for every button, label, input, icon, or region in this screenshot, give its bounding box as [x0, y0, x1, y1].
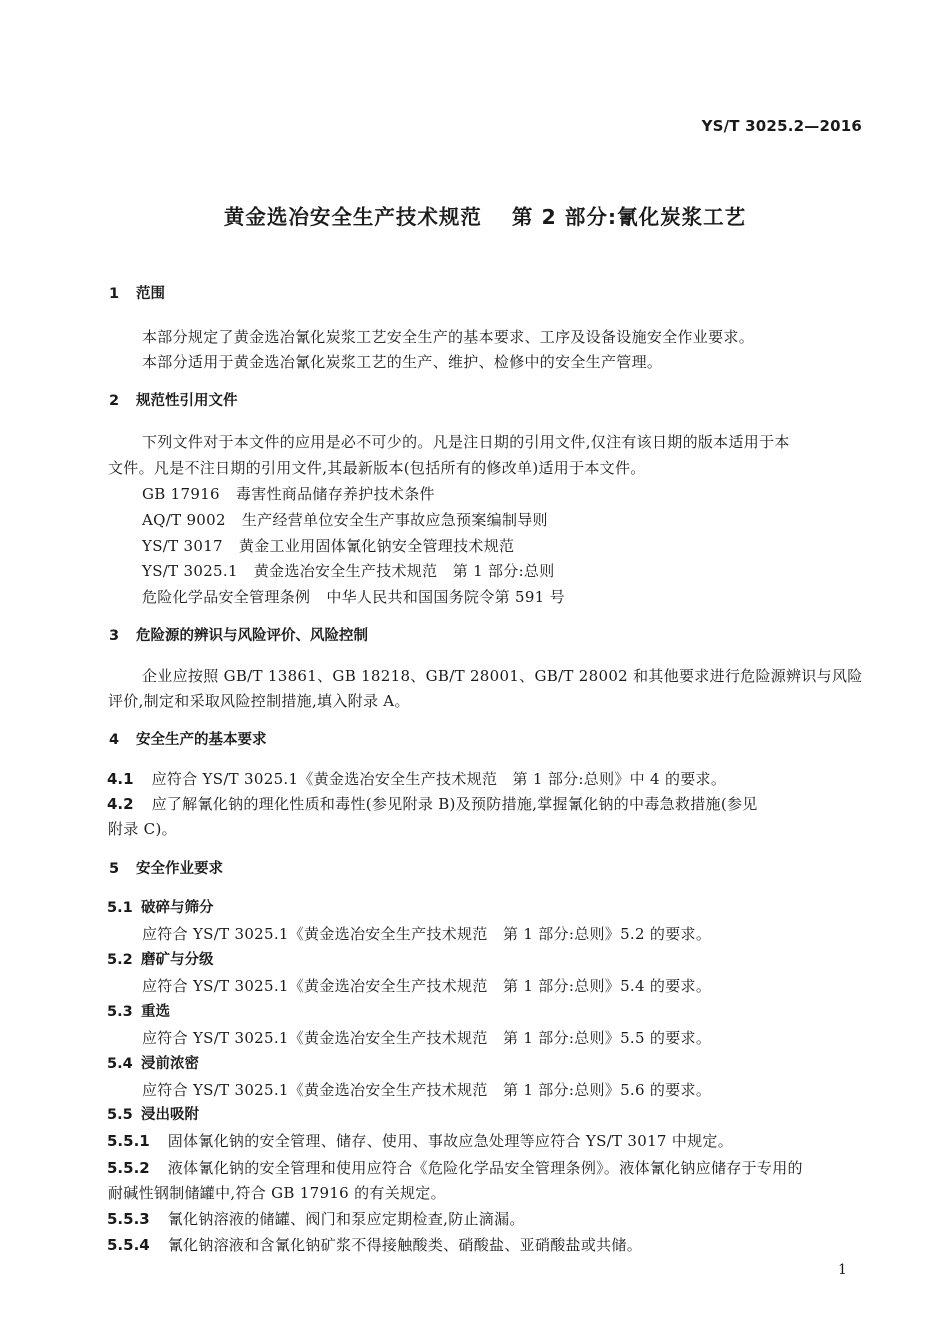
section-3-line-1: 企业应按照 GB/T 13861、GB 18218、GB/T 28001、GB/T 28002 和其他要求进行危险源辨识与风险 — [142, 667, 863, 685]
clause-4-2: 4.2 应了解氰化钠的理化性质和毒性(参见附录 B)及预防措施,掌握氰化钠的中毒急救措施(参见 — [107, 795, 758, 813]
subsection-5-4-heading: 5.4 浸前浓密 — [107, 1056, 199, 1072]
clause-5-5-1: 5.5.1 固体氰化钠的安全管理、储存、使用、事故应急处理等应符合 YS/T 3017 中规定。 — [107, 1132, 734, 1150]
subsection-5-1-heading: 5.1 破碎与筛分 — [107, 900, 214, 916]
document-title — [0, 200, 950, 230]
section-2-heading: 2 规范性引用文件 — [109, 393, 238, 409]
clause-4-2-continuation: 附录 C)。 — [108, 820, 177, 838]
title-main: 黄金选冶安全生产技术规范 — [223, 205, 482, 229]
subsection-5-1-text: 应符合 YS/T 3025.1《黄金选冶安全生产技术规范 第 1 部分:总则》5.2 的要求。 — [142, 925, 712, 943]
title-part: 第 2 部分:氰化炭浆工艺 — [511, 205, 747, 229]
section-1-heading: 1 范围 — [109, 286, 165, 302]
clause-5-5-4: 5.5.4 氰化钠溶液和含氰化钠矿浆不得接触酸类、硝酸盐、亚硝酸盐或共储。 — [107, 1236, 643, 1254]
standard-code: YS/T 3025.2—2016 — [701, 117, 862, 135]
reference-item: 危险化学品安全管理条例 中华人民共和国国务院令第 591 号 — [142, 588, 565, 606]
clause-5-5-3: 5.5.3 氰化钠溶液的储罐、阀门和泵应定期检查,防止滴漏。 — [107, 1210, 525, 1228]
section-5-heading: 5 安全作业要求 — [109, 861, 223, 877]
section-2-intro-line-1: 下列文件对于本文件的应用是必不可少的。凡是注日期的引用文件,仅注有该日期的版本适用于本 — [142, 433, 790, 451]
section-2-intro-line-2: 文件。凡是不注日期的引用文件,其最新版本(包括所有的修改单)适用于本文件。 — [108, 459, 646, 477]
section-1-paragraph-1: 本部分规定了黄金选冶氰化炭浆工艺安全生产的基本要求、工序及设备设施安全作业要求。 — [142, 328, 755, 346]
subsection-5-3-heading: 5.3 重选 — [107, 1004, 170, 1020]
clause-5-5-2-continuation: 耐碱性钢制储罐中,符合 GB 17916 的有关规定。 — [108, 1184, 446, 1202]
reference-item: YS/T 3017 黄金工业用固体氰化钠安全管理技术规范 — [142, 537, 515, 555]
subsection-5-2-heading: 5.2 磨矿与分级 — [107, 952, 214, 968]
section-4-heading: 4 安全生产的基本要求 — [109, 732, 267, 748]
clause-5-5-2: 5.5.2 液体氰化钠的安全管理和使用应符合《危险化学品安全管理条例》。液体氰化钠应储存于专用的 — [107, 1159, 803, 1177]
subsection-5-5-heading: 5.5 浸出吸附 — [107, 1107, 199, 1123]
clause-4-1: 4.1 应符合 YS/T 3025.1《黄金选冶安全生产技术规范 第 1 部分:总则》中 4 的要求。 — [107, 770, 727, 788]
reference-item: GB 17916 毒害性商品储存养护技术条件 — [142, 485, 435, 503]
page-number: 1 — [838, 1262, 847, 1278]
section-3-heading: 3 危险源的辨识与风险评价、风险控制 — [109, 628, 368, 644]
reference-item: AQ/T 9002 生产经营单位安全生产事故应急预案编制导则 — [142, 511, 548, 529]
subsection-5-3-text: 应符合 YS/T 3025.1《黄金选冶安全生产技术规范 第 1 部分:总则》5.5 的要求。 — [142, 1029, 712, 1047]
section-1-paragraph-2: 本部分适用于黄金选冶氰化炭浆工艺的生产、维护、检修中的安全生产管理。 — [142, 353, 663, 371]
section-3-line-2: 评价,制定和采取风险控制措施,填入附录 A。 — [108, 692, 410, 710]
reference-item: YS/T 3025.1 黄金选冶安全生产技术规范 第 1 部分:总则 — [142, 562, 555, 580]
subsection-5-4-text: 应符合 YS/T 3025.1《黄金选冶安全生产技术规范 第 1 部分:总则》5.6 的要求。 — [142, 1081, 712, 1099]
subsection-5-2-text: 应符合 YS/T 3025.1《黄金选冶安全生产技术规范 第 1 部分:总则》5.4 的要求。 — [142, 977, 712, 995]
